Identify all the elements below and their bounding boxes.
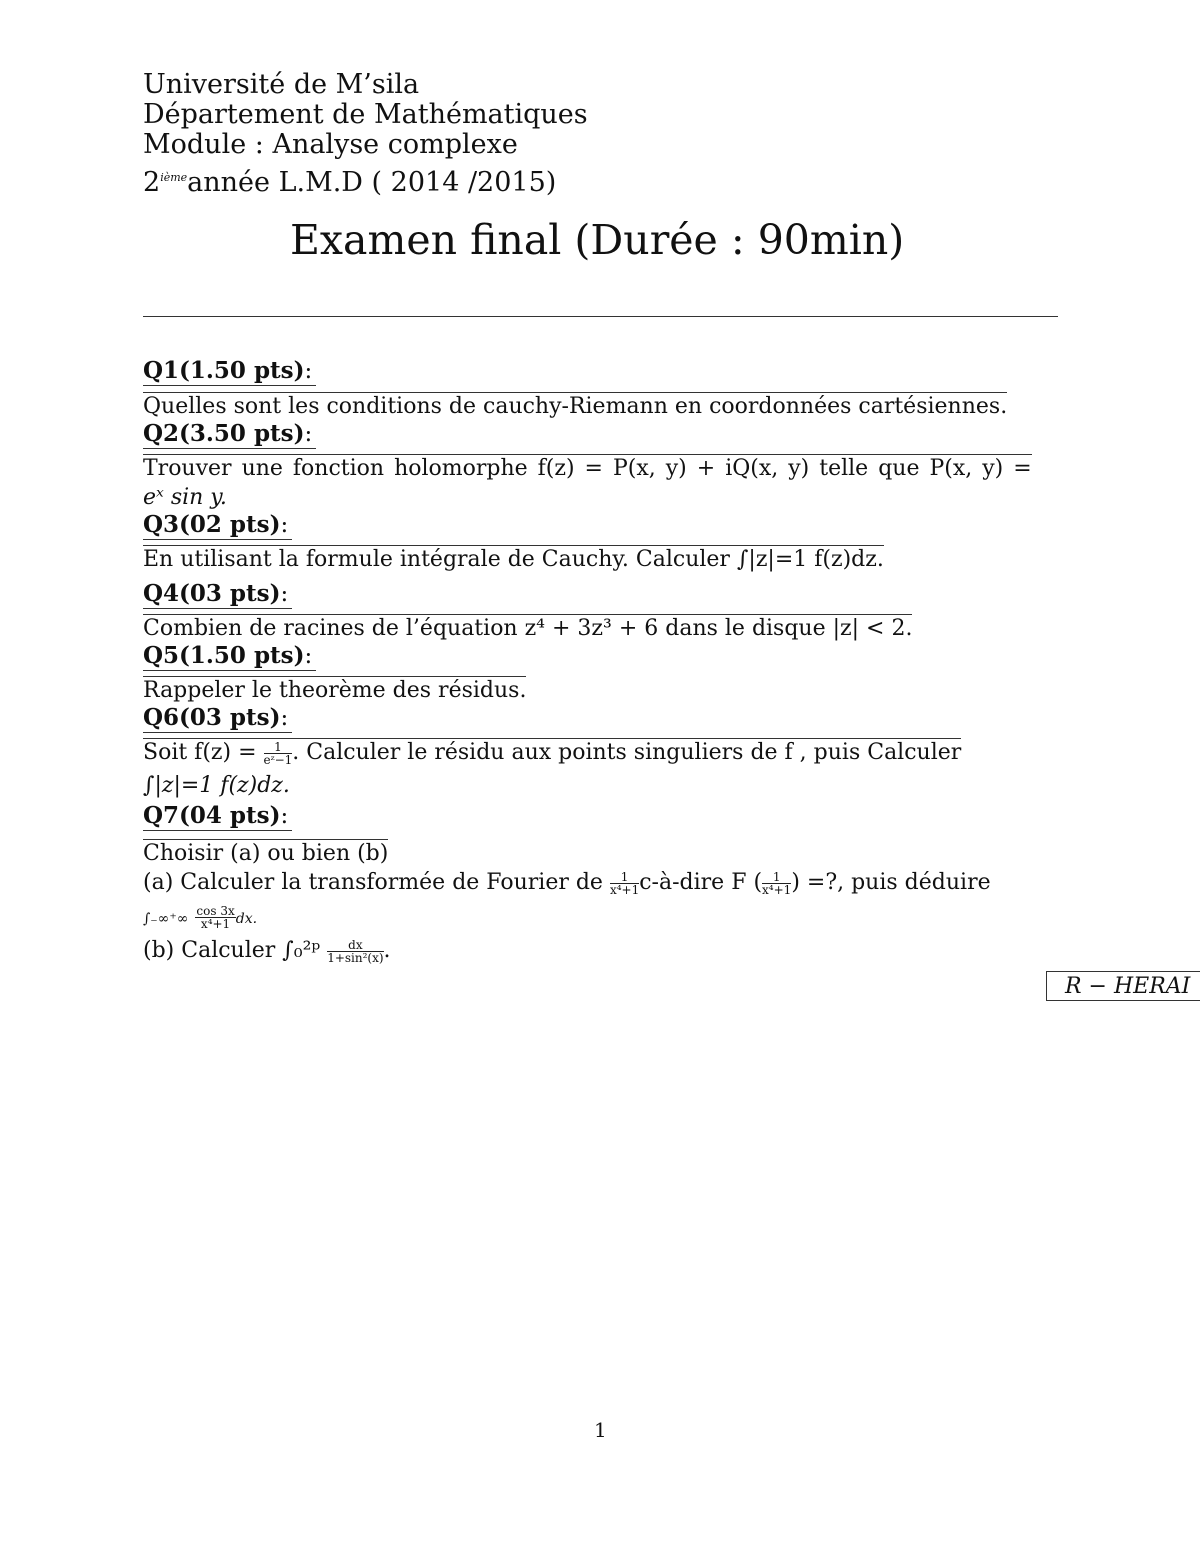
q7-option-a-line2: ∫₋∞⁺∞ $\frac{\cos 3x}{\text{x⁴+1}}$ dx. — [143, 903, 258, 931]
q2-label: Q2(3.50 pts): — [143, 420, 316, 449]
department-name: Département de Mathématiques — [143, 99, 588, 130]
year-rest: année L.M.D ( 2014 /2015) — [187, 167, 557, 198]
q5-label: Q5(1.50 pts): — [143, 642, 316, 671]
q3-text: En utilisant la formule intégrale de Cauchy. Calculer ∫|z|=1 f(z)dz. — [143, 547, 884, 572]
page-number: 1 — [594, 1418, 607, 1442]
year-line — [143, 163, 556, 198]
q3-label: Q3(02 pts): — [143, 511, 292, 540]
q7-label: Q7(04 pts): — [143, 802, 292, 831]
year-prefix: 2 — [143, 167, 161, 198]
q7b-fraction: $\frac{dx}{\text{1+sin²(x)}}$ — [327, 937, 384, 965]
year-sup: ième — [160, 171, 188, 184]
q4-label: Q4(03 pts): — [143, 580, 292, 609]
q7a-fraction: $\frac{1}{\text{x⁴+1}}$ — [609, 869, 640, 897]
q1-label: Q1(1.50 pts): — [143, 357, 316, 386]
signature-box: R − HERAI — [1046, 971, 1200, 1001]
q7-text: Choisir (a) ou bien (b) — [143, 841, 389, 866]
q7a-fraction-2: $\frac{1}{\text{x⁴+1}}$ — [762, 869, 792, 897]
q7a-integral-fraction: $\frac{\cos 3x}{\text{x⁴+1}}$ — [196, 903, 235, 931]
separator-rule — [143, 316, 1058, 317]
university-name: Université de M’sila — [143, 69, 420, 100]
q2-text: Trouver une fonction holomorphe f(z) = P(x, y) + iQ(x, y) telle que P(x, y) = — [143, 456, 1032, 481]
q6-text-line2: ∫|z|=1 f(z)dz. — [143, 773, 290, 798]
q7-option-b: (b) Calculer ∫₀²ᵖ $\frac{dx}{\text{1+sin²(x)}}$ . — [143, 937, 391, 965]
q6-fraction: $\frac{1}{\text{eᶻ−1}}$ — [263, 739, 293, 767]
q6-label: Q6(03 pts): — [143, 704, 292, 733]
module-name: Module : Analyse complexe — [143, 129, 518, 160]
q4-text: Combien de racines de l’équation z⁴ + 3z³ + 6 dans le disque |z| < 2. — [143, 616, 913, 641]
q2-text-line2: eˣ sin y. — [143, 485, 227, 510]
q6-text: Soit f(z) = $\frac{1}{\text{eᶻ−1}}$ . Calculer le résidu aux points singuliers de f , puis Calculer — [143, 739, 962, 767]
q1-text: Quelles sont les conditions de cauchy-Riemann en coordonnées cartésiennes. — [143, 394, 1008, 419]
q5-text: Rappeler le theorème des résidus. — [143, 678, 527, 703]
exam-title: Examen final (Durée : 90min) — [290, 216, 905, 264]
q7-option-a: (a) Calculer la transformée de Fourier de $\frac{1}{\text{x⁴+1}}$ c-à-dire F ( $\frac{1}{\text{x⁴+1}}$ ) =?, puis déduire — [143, 869, 991, 897]
